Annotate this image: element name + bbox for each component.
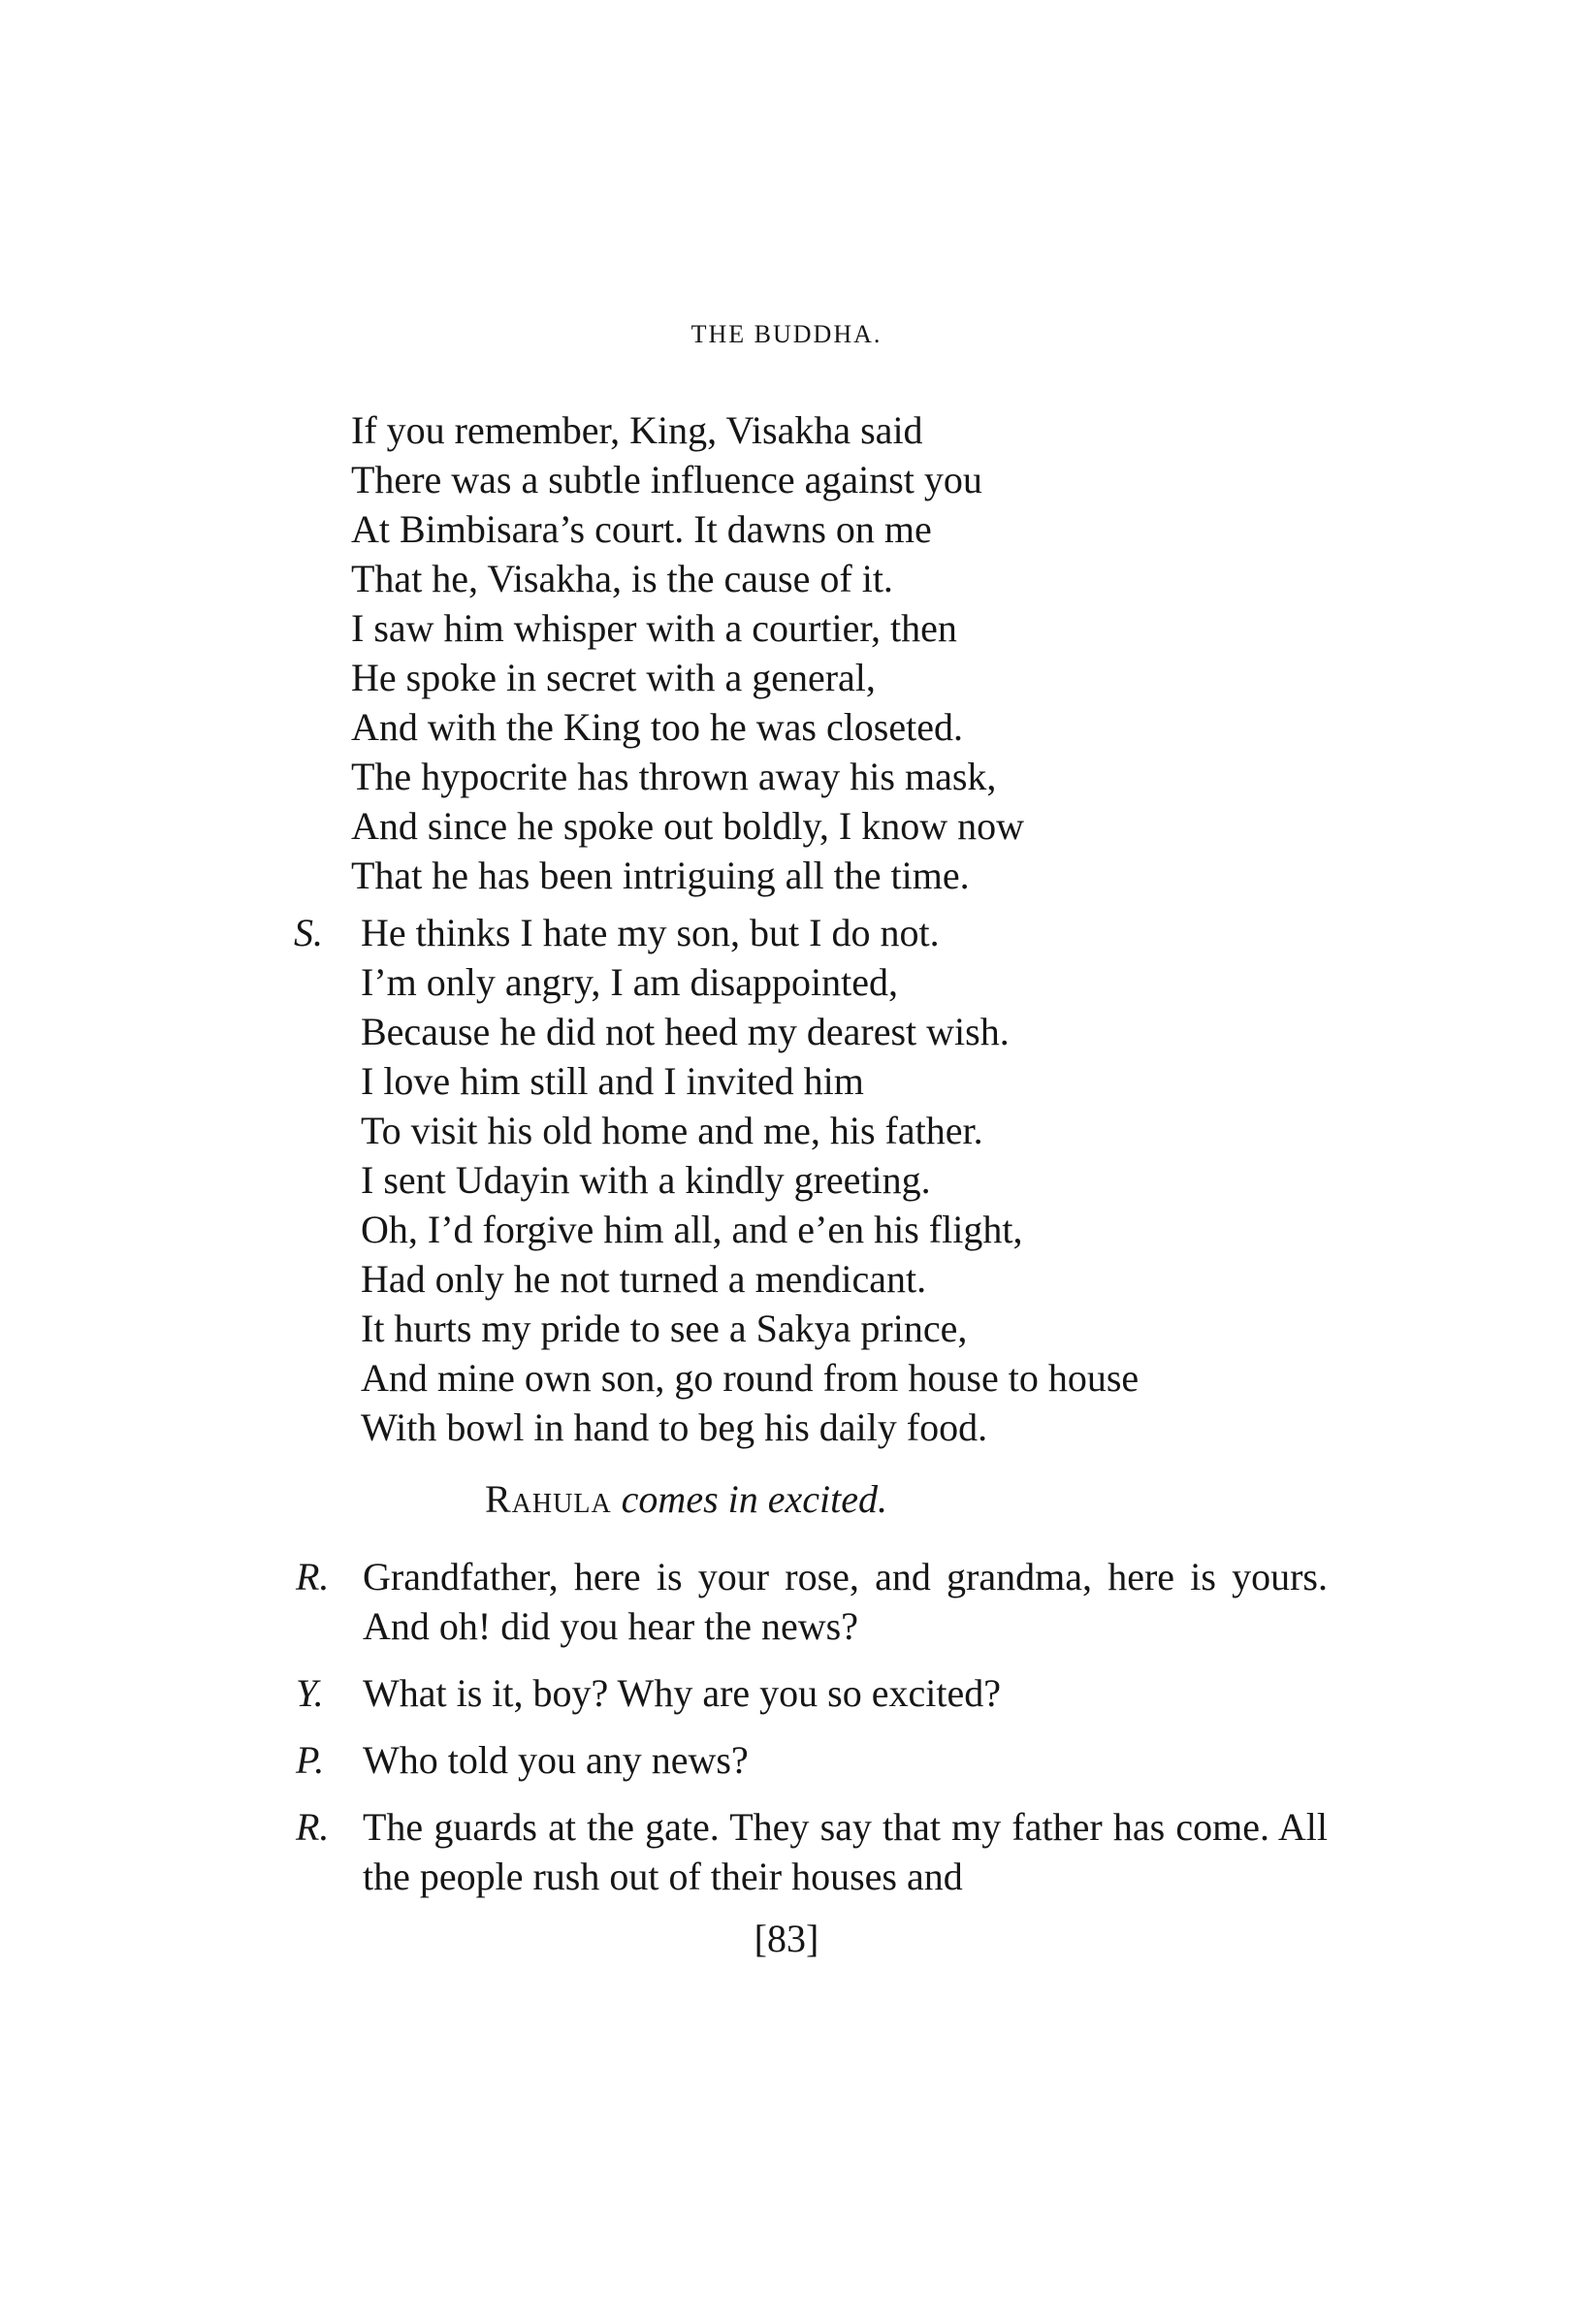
verse-text: And with the King too he was closeted. xyxy=(351,705,963,749)
verse-line xyxy=(0,1056,1573,1106)
verse-line xyxy=(0,702,1573,752)
verse-line xyxy=(0,1254,1573,1304)
dialogue-entry xyxy=(0,1735,1573,1785)
dialogue-text: The guards at the gate. They say that my father has come. All the people rush out of their houses and xyxy=(363,1805,1328,1898)
verse-text: It hurts my pride to see a Sakya prince, xyxy=(361,1307,968,1350)
verse-line xyxy=(0,603,1573,653)
verse-text: He thinks I hate my son, but I do not. xyxy=(361,911,940,954)
speaker-label: R. xyxy=(296,1555,330,1598)
verse-line xyxy=(0,1353,1573,1403)
verse-text: That he, Visakha, is the cause of it. xyxy=(351,557,893,600)
verse-line xyxy=(0,957,1573,1007)
verse-line xyxy=(0,1205,1573,1254)
verse-text: I saw him whisper with a courtier, then xyxy=(351,606,957,650)
verse-text: To visit his old home and me, his father. xyxy=(361,1109,983,1152)
dialogue-text: Who told you any news? xyxy=(363,1738,749,1782)
verse-line xyxy=(0,504,1573,554)
dialogue-entry xyxy=(0,1668,1573,1718)
verse-line xyxy=(0,908,1573,957)
dialogue-block xyxy=(0,1552,1573,1919)
verse-line xyxy=(0,1106,1573,1155)
verse-line xyxy=(0,1304,1573,1353)
verse-line xyxy=(0,801,1573,851)
speaker-label: P. xyxy=(296,1738,325,1782)
stage-character-name: Rahula xyxy=(485,1477,612,1521)
verse-line xyxy=(0,1007,1573,1056)
verse-line xyxy=(0,752,1573,801)
page-number: [83] xyxy=(754,1917,819,1960)
verse-text: He spoke in secret with a general, xyxy=(351,656,876,699)
dialogue-entry xyxy=(0,1552,1573,1651)
verse-text: The hypocrite has thrown away his mask, xyxy=(351,755,997,798)
verse-text: That he has been intriguing all the time. xyxy=(351,854,970,897)
verse-line xyxy=(0,405,1573,455)
dialogue-text: Grandfather, here is your rose, and grandma, here is yours. And oh! did you hear the news? xyxy=(363,1555,1328,1648)
verse-text: If you remember, King, Visakha said xyxy=(351,408,923,452)
speaker-label: R. xyxy=(296,1805,330,1849)
verse-text: At Bimbisara’s court. It dawns on me xyxy=(351,507,932,551)
verse-block xyxy=(0,405,1573,1452)
verse-line xyxy=(0,1403,1573,1452)
running-head: THE BUDDHA. xyxy=(690,320,883,348)
verse-text: With bowl in hand to beg his daily food. xyxy=(361,1405,988,1449)
verse-text: I sent Udayin with a kindly greeting. xyxy=(361,1158,931,1202)
verse-text: Oh, I’d forgive him all, and e’en his flight, xyxy=(361,1208,1023,1251)
verse-text: I’m only angry, I am disappointed, xyxy=(361,960,898,1004)
verse-line xyxy=(0,554,1573,603)
verse-text: Had only he not turned a mendicant. xyxy=(361,1257,927,1301)
verse-text: There was a subtle influence against you xyxy=(351,458,982,501)
speaker-label: S. xyxy=(294,911,323,954)
verse-line xyxy=(0,851,1573,900)
speaker-label: Y. xyxy=(296,1671,324,1715)
verse-text: And since he spoke out boldly, I know now xyxy=(351,804,1024,848)
verse-text: Because he did not heed my dearest wish. xyxy=(361,1010,1010,1053)
verse-line xyxy=(0,455,1573,504)
dialogue-text: What is it, boy? Why are you so excited? xyxy=(363,1671,1001,1715)
stage-action: comes in excited. xyxy=(621,1477,887,1521)
verse-line xyxy=(0,653,1573,702)
verse-text: I love him still and I invited him xyxy=(361,1059,864,1103)
verse-text: And mine own son, go round from house to house xyxy=(361,1356,1140,1400)
dialogue-entry xyxy=(0,1802,1573,1901)
verse-line xyxy=(0,1155,1573,1205)
